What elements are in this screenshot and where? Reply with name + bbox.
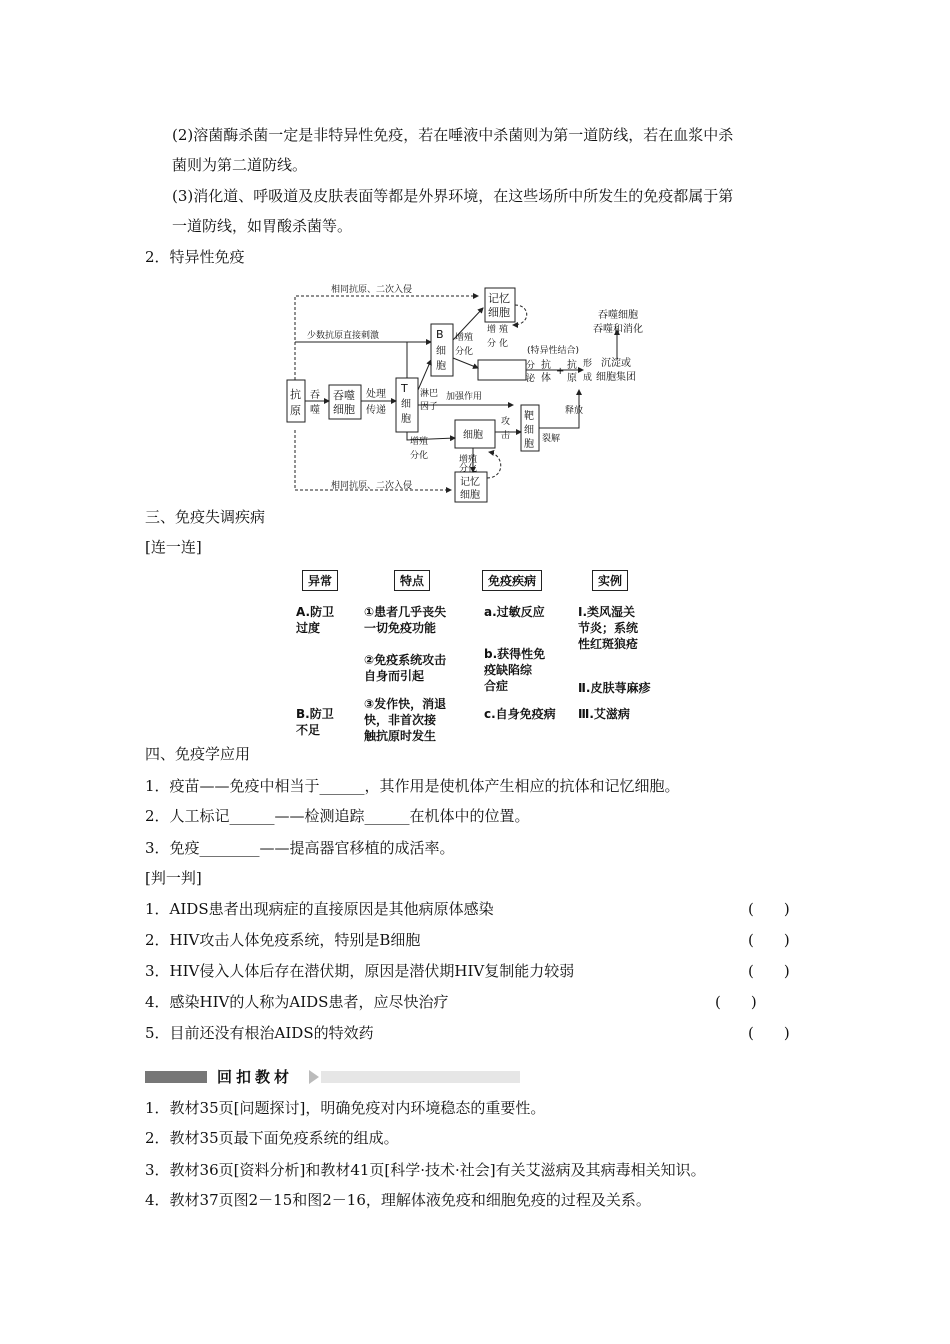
phagocyte-line-2: 细胞 — [333, 403, 355, 416]
engulf-char-2: 噬 — [310, 405, 320, 416]
transmit-label: 传递 — [366, 405, 386, 416]
paragraph-3-line-2: 一道防线，如胃酸杀菌等。 — [172, 217, 353, 235]
plus-sign: + — [556, 366, 565, 377]
b-cell-char-3: 胞 — [436, 361, 446, 372]
engulf-char-1: 吞 — [310, 390, 320, 401]
header-examples: 实例 — [592, 570, 628, 591]
review-line-4: 4．教材37页图2－15和图2－16，理解体液免疫和细胞免疫的过程及关系。 — [145, 1191, 651, 1209]
review-line-3: 3．教材36页[资料分析]和教材41页[科学·技术·社会]有关艾滋病及其病毒相关知识。 — [145, 1161, 706, 1179]
t-cell-char-1: T — [401, 382, 408, 395]
t-cell-char-2: 细 — [401, 399, 411, 410]
antibody-char-1: 抗 — [541, 360, 551, 371]
b-cell-char-2: 细 — [436, 346, 446, 357]
antigen-char-1: 抗 — [290, 388, 301, 401]
review-line-2: 2．教材35页最下面免疫系统的组成。 — [145, 1129, 399, 1147]
lyse-label: 裂解 — [542, 434, 561, 444]
antibody-char-2: 体 — [541, 373, 551, 384]
feature-3: ③发作快，消退 快，非首次接 触抗原时发生 — [364, 697, 447, 743]
antigen2-char-2: 原 — [567, 373, 577, 384]
direct-stimulation-label: 少数抗原直接刺激 — [307, 331, 380, 341]
antigen2-char-1: 抗 — [567, 360, 577, 371]
bottom-proliferate-label: 增殖 — [459, 455, 478, 465]
judge-item-2: 2．HIV攻击人体免疫系统，特别是B细胞 — [145, 931, 421, 949]
prolif-m-1: 增 — [487, 325, 497, 335]
judge-item-1: 1．AIDS患者出现病症的直接原因是其他病原体感染 — [145, 900, 494, 918]
feature-1: ①患者几乎丧失 一切免疫功能 — [364, 605, 447, 635]
memory-top-line-2: 细胞 — [488, 306, 510, 319]
b-differentiate-label: 分化 — [455, 347, 474, 357]
judge-item-5: 5．目前还没有根治AIDS的特效药 — [145, 1024, 374, 1042]
option-a: A.防卫 过度 — [296, 605, 335, 635]
application-line-1: 1．疫苗——免疫中相当于______，其作用是使机体产生相应的抗体和记忆细胞。 — [145, 777, 680, 795]
example-3: Ⅲ.艾滋病 — [578, 707, 630, 721]
specific-immunity-diagram — [283, 280, 683, 505]
disease-b: b.获得性免 疫缺陷综 合症 — [484, 647, 546, 693]
application-line-2: 2．人工标记______——检测追踪______在机体中的位置。 — [145, 807, 530, 825]
paragraph-2-line-2: 菌则为第二道防线。 — [172, 156, 308, 174]
section-3-subtitle: [连一连] — [145, 538, 202, 556]
specific-binding-label: (特异性结合) — [527, 346, 580, 356]
disease-c: c.自身免疫病 — [484, 707, 556, 721]
prolif-m-4: 化 — [499, 339, 509, 349]
matching-exercise — [288, 568, 658, 748]
phagocyte-top-line-1: 吞噬细胞 — [598, 310, 638, 321]
banner-stripe — [321, 1071, 520, 1083]
example-2: Ⅱ.皮肤荨麻疹 — [578, 681, 651, 695]
phagocyte-top-line-2: 吞噬和消化 — [593, 324, 643, 335]
judge-answer-1[interactable]: ( ) — [748, 900, 790, 918]
t-cell-char-3: 胞 — [401, 414, 411, 425]
application-line-3: 3．免疫________——提高器官移植的成活率。 — [145, 839, 455, 857]
paragraph-2-line-1: (2)溶菌酶杀菌一定是非特异性免疫，若在唾液中杀菌则为第一道防线，若在血浆中杀 — [172, 126, 734, 144]
prolif-m-3: 分 — [487, 339, 497, 349]
header-features: 特点 — [394, 570, 430, 591]
paragraph-3-line-1: (3)消化道、呼吸道及皮肤表面等都是外界环境，在这些场所中所发生的免疫都属于第 — [172, 187, 734, 205]
memory-top-line-1: 记忆 — [488, 292, 510, 305]
release-label: 释放 — [565, 406, 584, 416]
target-char-1: 靶 — [524, 411, 534, 422]
banner-label: 回扣教材 — [211, 1067, 307, 1087]
attack-char-1: 攻 — [501, 417, 511, 427]
phagocyte-line-1: 吞噬 — [333, 389, 355, 402]
heading-specific-immunity: 2．特异性免疫 — [145, 248, 245, 266]
lymphokine-label-1: 淋巴 — [420, 389, 439, 399]
section-4-title: 四、免疫学应用 — [145, 745, 251, 763]
top-loop-label: 相同抗原、二次入侵 — [331, 285, 413, 295]
judge-answer-4[interactable]: ( ) — [715, 993, 757, 1011]
prolif-m-2: 殖 — [499, 325, 509, 335]
review-banner — [145, 1067, 520, 1087]
b-proliferate-label: 增殖 — [455, 333, 474, 343]
attack-char-2: 击 — [501, 431, 511, 441]
disease-a: a.过敏反应 — [484, 605, 545, 619]
judge-item-3: 3．HIV侵入人体后存在潜伏期，原因是潜伏期HIV复制能力较弱 — [145, 962, 575, 980]
target-char-3: 胞 — [524, 439, 534, 450]
secrete-char-2: 泌 — [526, 374, 536, 384]
secrete-char-1: 分 — [526, 361, 536, 371]
judge-item-4: 4．感染HIV的人称为AIDS患者，应尽快治疗 — [145, 993, 449, 1011]
plasma-cell-box — [478, 360, 526, 380]
example-1: Ⅰ.类风湿关 节炎；系统 性红斑狼疮 — [578, 605, 639, 651]
judge-answer-2[interactable]: ( ) — [748, 931, 790, 949]
precipitate-line-1: 沉淀或 — [601, 358, 631, 369]
option-b: B.防卫 不足 — [296, 707, 334, 737]
memory-bottom-line-1: 记忆 — [460, 477, 480, 488]
header-abnormal: 异常 — [302, 570, 338, 591]
form-char-1: 形 — [583, 359, 593, 369]
header-diseases: 免疫疾病 — [482, 570, 542, 591]
precipitate-line-2: 细胞集团 — [596, 372, 636, 383]
banner-bar — [145, 1071, 207, 1083]
section-3-title: 三、免疫失调疾病 — [145, 508, 266, 526]
memory-bottom-line-2: 细胞 — [460, 490, 480, 501]
process-label: 处理 — [366, 389, 386, 400]
enhance-label: 加强作用 — [446, 392, 483, 402]
b-cell-char-1: B — [436, 328, 444, 341]
judge-answer-5[interactable]: ( ) — [748, 1024, 790, 1042]
judge-answer-3[interactable]: ( ) — [748, 962, 790, 980]
lymphokine-label-2: 因子 — [420, 402, 439, 412]
banner-arrow-icon — [309, 1070, 319, 1084]
t-proliferate-label: 增殖 — [410, 437, 429, 447]
antigen-char-2: 原 — [290, 404, 301, 417]
feature-2: ②免疫系统攻击 自身而引起 — [364, 653, 447, 683]
bottom-differentiate-label: 分化 — [459, 464, 478, 474]
bottom-loop-label: 相同抗原、二次入侵 — [331, 481, 413, 491]
target-char-2: 细 — [524, 425, 534, 436]
effector-cell-label: 细胞 — [463, 430, 483, 441]
t-differentiate-label: 分化 — [410, 451, 429, 461]
judge-subtitle: [判一判] — [145, 869, 202, 887]
form-char-2: 成 — [583, 373, 593, 383]
review-line-1: 1．教材35页[问题探讨]，明确免疫对内环境稳态的重要性。 — [145, 1099, 546, 1117]
